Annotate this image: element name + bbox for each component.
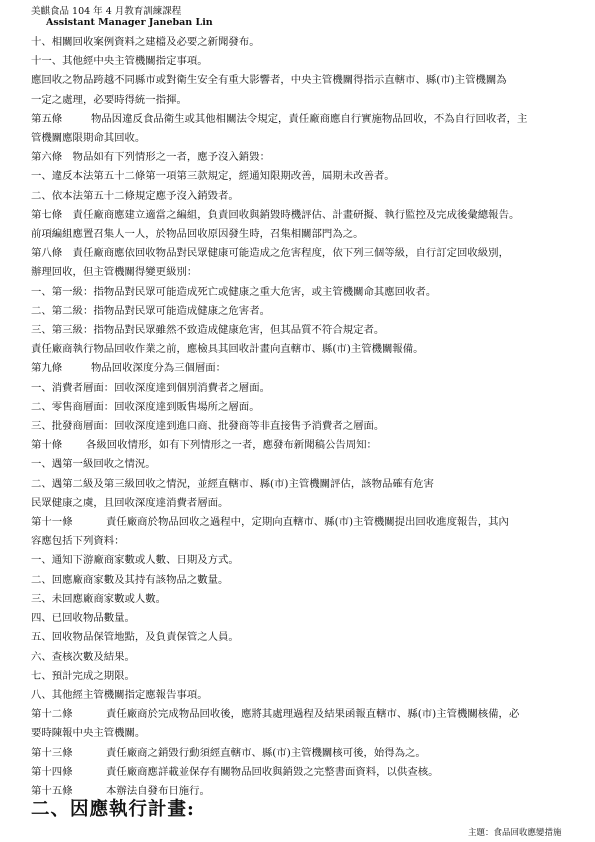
- article-number: 第五條: [31, 112, 63, 125]
- body-line: [31, 187, 583, 206]
- section-heading: 二、因應執行計畫:: [31, 799, 195, 820]
- body-line: [31, 91, 583, 110]
- article-line: [31, 110, 583, 129]
- line-text: 容應包括下列資料：: [31, 535, 125, 548]
- article-number: 第十一條: [31, 516, 73, 529]
- line-text: 二、零售商層面：回收深度達到販售場所之層面。: [31, 400, 260, 413]
- article-line: [31, 513, 583, 532]
- body-line: [31, 590, 583, 609]
- body-line: [31, 571, 583, 590]
- body-line: [31, 609, 583, 628]
- body-line: [31, 455, 583, 474]
- line-text: 管機關應限期命其回收。: [31, 132, 146, 145]
- body-line: [31, 417, 583, 436]
- line-text: 三、未回應廠商家數或人數。: [31, 592, 167, 605]
- body-line: [31, 667, 583, 686]
- line-text: 十一、其他經中央主管機關指定事項。: [31, 55, 208, 68]
- line-text: 第七條 責任廠商應建立適當之編組，負責回收與銷毀時機評估、計畫研擬、執行監控及完成後彙總報告。: [31, 208, 520, 221]
- line-text: 民眾健康之虞，且回收深度達消費者層面。: [31, 496, 229, 509]
- body-line: [31, 129, 583, 148]
- body-line: [31, 244, 583, 263]
- body-line: [31, 475, 583, 494]
- line-text: 責任廠商於完成物品回收後，應將其處理過程及結果函報直轄市、縣(市)主管機關核備，必: [106, 708, 520, 721]
- body-line: [31, 628, 583, 647]
- page-footer: 主題：食品回收應變措施: [468, 828, 562, 838]
- body-line: [31, 398, 583, 417]
- line-text: 一、通知下游廠商家數或人數、日期及方式。: [31, 554, 239, 567]
- header-author: Assistant Manager Janeban Lin: [46, 17, 213, 28]
- line-text: 責任廠商應詳載並保存有關物品回收與銷毀之完整書面資料，以供查核。: [106, 765, 439, 778]
- article-number: 第九條: [31, 362, 63, 375]
- body-line: [31, 379, 583, 398]
- body-line: [31, 532, 583, 551]
- article-line: [31, 705, 583, 724]
- body-line: [31, 302, 583, 321]
- body-line: [31, 225, 583, 244]
- line-text: 辦理回收，但主管機關得變更級別：: [31, 266, 198, 279]
- line-text: 一、遇第一級回收之情況。: [31, 458, 156, 471]
- article-line: [31, 744, 583, 763]
- document-header: [31, 6, 213, 28]
- body-line: [31, 686, 583, 705]
- line-text: 六、查核次數及結果。: [31, 650, 135, 663]
- line-text: 八、其他經主管機關指定應報告事項。: [31, 688, 208, 701]
- line-text: 一、第一級：指物品對民眾可能造成死亡或健康之重大危害，或主管機關命其應回收者。: [31, 285, 437, 298]
- line-text: 應回收之物品跨越不同縣市或對衛生安全有重大影響者，中央主管機關得指示直轄市、縣(市)主管機關為: [31, 74, 507, 87]
- line-text: 五、回收物品保管地點，及負責保管之人員。: [31, 631, 239, 644]
- line-text: 四、已回收物品數量。: [31, 612, 135, 625]
- line-text: 第八條 責任廠商應依回收物品對民眾健康可能造成之危害程度，依下列三個等級，自行訂定回收級別，: [31, 247, 509, 260]
- article-number: 第十二條: [31, 708, 73, 721]
- body-line: [31, 148, 583, 167]
- line-text: 三、第三級：指物品對民眾雖然不致造成健康危害，但其品質不符合規定者。: [31, 324, 385, 337]
- line-text: 二、依本法第五十二條規定應予沒入銷毀者。: [31, 189, 239, 202]
- body-line: [31, 263, 583, 282]
- line-text: 十、相關回收案例資料之建檔及必要之新聞發布。: [31, 36, 260, 48]
- body-line: [31, 551, 583, 570]
- body-line: [31, 321, 583, 340]
- body-line: [31, 33, 583, 52]
- body-line: [31, 167, 583, 186]
- body-line: [31, 494, 583, 513]
- body-line: [31, 71, 583, 90]
- line-text: 二、第二級：指物品對民眾可能造成健康之危害者。: [31, 304, 270, 317]
- line-text: 本辦法自發布日施行。: [106, 784, 210, 797]
- line-text: 二、回應廠商家數及其持有該物品之數量。: [31, 573, 229, 586]
- body-line: [31, 340, 583, 359]
- line-text: 物品回收深度分為三個層面：: [91, 362, 227, 375]
- article-number: 第十條: [31, 439, 63, 452]
- line-text: 二、遇第二級及第三級回收之情況，並經直轄市、縣(市)主管機關評估，該物品確有危害: [31, 477, 434, 490]
- article-line: [31, 763, 583, 782]
- body-line: [31, 206, 583, 225]
- line-text: 物品因違反食品衛生或其他相關法令規定，責任廠商應自行實施物品回收，不為自行回收者，主: [91, 112, 528, 125]
- line-text: 責任廠商於物品回收之過程中，定期向直轄市、縣(市)主管機關提出回收進度報告，其內: [106, 516, 509, 529]
- article-line: [31, 359, 583, 378]
- line-text: 要時陳報中央主管機關。: [31, 727, 146, 740]
- article-number: 第十五條: [31, 784, 73, 797]
- line-text: 責任廠商執行物品回收作業之前，應檢具其回收計畫向直轄市、縣(市)主管機關報備。: [31, 343, 424, 356]
- line-text: 第六條 物品如有下列情形之一者，應予沒入銷毀：: [31, 151, 270, 164]
- article-line: [31, 436, 583, 455]
- body-line: [31, 52, 583, 71]
- line-text: 三、批發商層面：回收深度達到進口商、批發商等非直接售予消費者之層面。: [31, 420, 385, 433]
- line-text: 一、違反本法第五十二條第一項第三款規定，經通知限期改善，屆期未改善者。: [31, 170, 395, 183]
- line-text: 責任廠商之銷毀行動須經直轄市、縣(市)主管機關核可後，始得為之。: [106, 746, 426, 759]
- line-text: 前項編組應置召集人一人，於物品回收原因發生時，召集相關部門為之。: [31, 228, 364, 241]
- article-number: 第十三條: [31, 746, 73, 759]
- header-course-title: 美麒食品 104 年 4 月教育訓練課程: [31, 6, 182, 17]
- body-line: [31, 724, 583, 743]
- line-text: 七、預計完成之期限。: [31, 669, 135, 682]
- document-body: [31, 33, 583, 801]
- body-line: [31, 283, 583, 302]
- line-text: 一、消費者層面：回收深度達到個別消費者之層面。: [31, 381, 270, 394]
- line-text: 各級回收情形，如有下列情形之一者，應發布新聞稿公告周知：: [86, 439, 377, 452]
- article-number: 第十四條: [31, 765, 73, 778]
- line-text: 一定之處理，必要時得統一指揮。: [31, 93, 187, 106]
- body-line: [31, 648, 583, 667]
